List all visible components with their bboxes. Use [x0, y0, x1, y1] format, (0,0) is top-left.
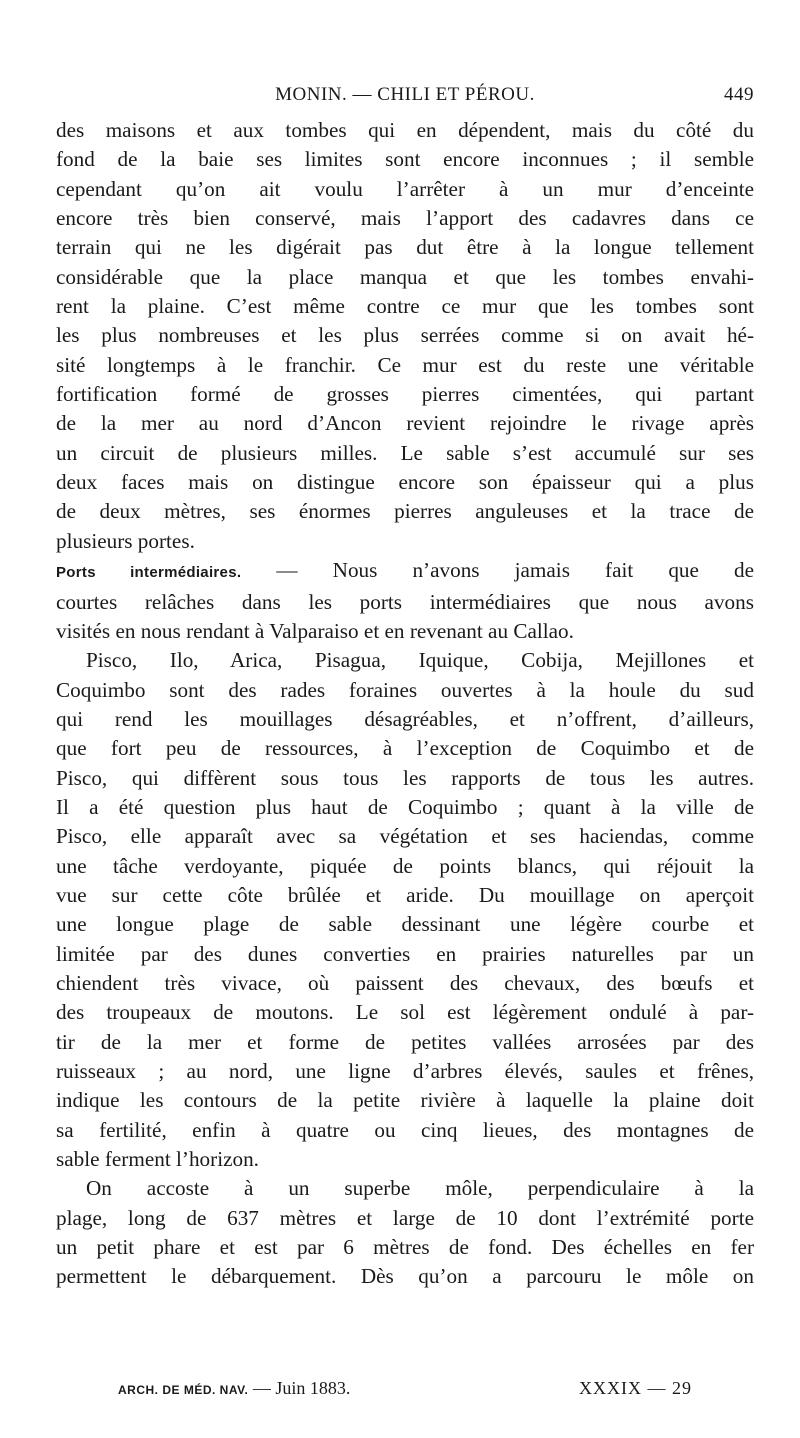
- text-line: un petit phare et est par 6 mètres de fond. Des échelles en fer: [56, 1235, 754, 1260]
- paragraph-mole: [56, 1174, 754, 1291]
- text-line: indique les contours de la petite rivière à laquelle la plaine doit: [56, 1088, 754, 1113]
- text-line: [56, 556, 754, 587]
- paragraph-continuation: [56, 116, 754, 556]
- text-line: de deux mètres, ses énormes pierres anguleuses et la trace de: [56, 499, 754, 524]
- text-line: des troupeaux de moutons. Le sol est légèrement ondulé à par-: [56, 1000, 754, 1025]
- text-line: chiendent très vivace, où paissent des chevaux, des bœufs et: [56, 970, 754, 995]
- text-line: Pisco, elle apparaît avec sa végétation et ses haciendas, comme: [56, 824, 754, 849]
- page-number: 449: [724, 84, 754, 105]
- text-line: encore très bien conservé, mais l’apport des cadavres dans ce: [56, 206, 754, 231]
- text-line: de la mer au nord d’Ancon revient rejoindre le rivage après: [56, 411, 754, 436]
- text-line: que fort peu de ressources, à l’exception de Coquimbo et de: [56, 736, 754, 761]
- text-line: visités en nous rendant à Valparaiso et en revenant au Callao.: [56, 618, 574, 643]
- page-footer: [118, 1378, 692, 1408]
- text-line: sable ferment l’horizon.: [56, 1147, 259, 1172]
- text-line: On accoste à un superbe môle, perpendiculaire à la: [86, 1176, 754, 1201]
- text-line: plage, long de 637 mètres et large de 10 dont l’extrémité porte: [56, 1205, 754, 1230]
- text-line: Pisco, Ilo, Arica, Pisagua, Iquique, Cobija, Mejillones et: [86, 648, 754, 673]
- text-line: Il a été question plus haut de Coquimbo ; quant à la ville de: [56, 794, 754, 819]
- running-head: [56, 84, 754, 114]
- journal-abbreviation: ARCH. DE MÉD. NAV.: [118, 1383, 249, 1397]
- text-line: considérable que la place manqua et que les tombes envahi-: [56, 264, 754, 289]
- section-heading: Ports intermédiaires.: [56, 564, 242, 582]
- text-line: Coquimbo sont des rades foraines ouvertes à la houle du sud: [56, 677, 754, 702]
- text-line: terrain qui ne les digérait pas dut être à la longue tellement: [56, 235, 754, 260]
- text-line: sité longtemps à le franchir. Ce mur est du reste une véritable: [56, 352, 754, 377]
- text-line: courtes relâches dans les ports intermédiaires que nous avons: [56, 589, 754, 614]
- footer-dash: —: [248, 1378, 276, 1398]
- text-line: un circuit de plusieurs milles. Le sable s’est accumulé sur ses: [56, 440, 754, 465]
- text-line: cependant qu’on ait voulu l’arrêter à un mur d’enceinte: [56, 176, 754, 201]
- text-line: une tâche verdoyante, piquée de points blancs, qui réjouit la: [56, 853, 754, 878]
- running-head-title: MONIN. — CHILI ET PÉROU.: [275, 84, 535, 105]
- text-line: deux faces mais on distingue encore son épaisseur qui a plus: [56, 470, 754, 495]
- text-line: qui rend les mouillages désagréables, et n’offrent, d’ailleurs,: [56, 706, 754, 731]
- text-line: les plus nombreuses et les plus serrées comme si on avait hé-: [56, 323, 754, 348]
- text-line: vue sur cette côte brûlée et aride. Du mouillage on aperçoit: [56, 882, 754, 907]
- paragraph-pisco: [56, 646, 754, 1174]
- text-line: des maisons et aux tombes qui en dépendent, mais du côté du: [56, 118, 754, 142]
- footer-date: Juin 1883.: [275, 1378, 351, 1398]
- text-line: rent la plaine. C’est même contre ce mur que les tombes sont: [56, 294, 754, 319]
- text-line: ruisseaux ; au nord, une ligne d’arbres élevés, saules et frênes,: [56, 1059, 754, 1083]
- text-line: sa fertilité, enfin à quatre ou cinq lieues, des montagnes de: [56, 1117, 754, 1142]
- paragraph-ports: [56, 556, 754, 646]
- body-text: [56, 116, 754, 1292]
- text-line: tir de la mer et forme de petites vallées arrosées par des: [56, 1029, 754, 1054]
- text-line: plusieurs portes.: [56, 528, 195, 553]
- heading-line-rest: — Nous n’avons jamais fait que de: [241, 558, 754, 583]
- text-line: permettent le débarquement. Dès qu’on a parcouru le môle on: [56, 1264, 754, 1289]
- text-line: fortification formé de grosses pierres cimentées, qui partant: [56, 382, 754, 407]
- signature-mark: XXXIX — 29: [579, 1378, 692, 1398]
- text-line: Pisco, qui diffèrent sous tous les rapports de tous les autres.: [56, 765, 754, 790]
- text-line: limitée par des dunes converties en prairies naturelles par un: [56, 941, 754, 966]
- text-line: une longue plage de sable dessinant une légère courbe et: [56, 912, 754, 937]
- footer-citation: [118, 1378, 350, 1399]
- text-line: fond de la baie ses limites sont encore inconnues ; il semble: [56, 147, 754, 172]
